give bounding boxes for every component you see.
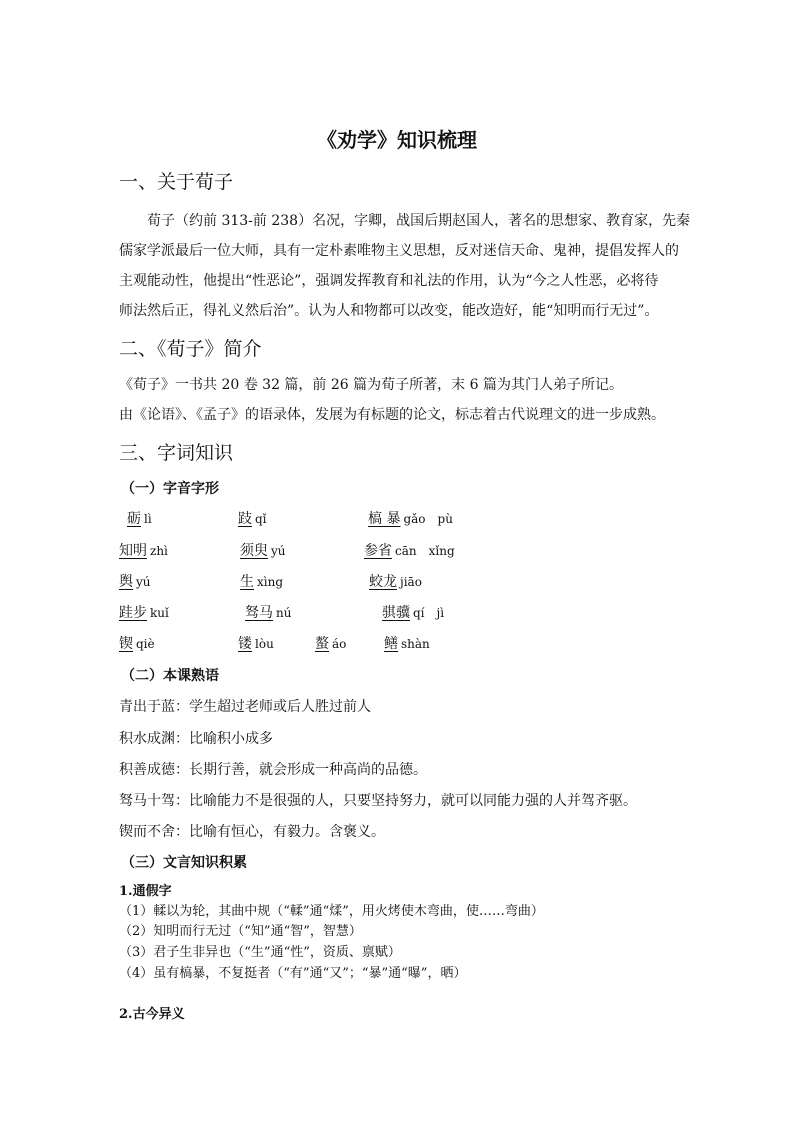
tongjia-line: （3）君子生非异也（“生”通“性”，资质、禀赋） — [119, 945, 401, 960]
idiom-line: 锲而不舍：比喻有恒心，有毅力。含褒义。 — [119, 824, 385, 840]
vocab-item: 参省 cān xǐng — [364, 543, 455, 559]
vocab-item: 砺 lì — [127, 511, 152, 527]
vocab-item: 知明 zhì — [119, 543, 168, 559]
section-1-paragraph — [119, 206, 690, 326]
subheading-pronunciation: （一）字音字形 — [121, 481, 219, 497]
idiom-line: 积水成渊：比喻积小成多 — [119, 731, 273, 747]
section-heading-xunzi-intro: 二、《荀子》简介 — [119, 338, 262, 360]
paragraph-line: 儒家学派最后一位大师，具有一定朴素唯物主义思想，反对迷信天命、鬼神，提倡发挥人的 — [119, 243, 679, 259]
vocab-item: 槁 暴 gǎo pù — [368, 511, 453, 527]
paragraph-line: 主观能动性，他提出“性恶论”，强调发挥教育和礼法的作用，认为“今之人性恶，必将待 — [119, 273, 659, 289]
vocab-item: 跂 qǐ — [238, 511, 267, 527]
vocab-item: 鳝 shàn — [384, 636, 430, 652]
subheading-idioms: （二）本课熟语 — [121, 668, 219, 684]
vocab-item: 锲 qiè — [119, 636, 155, 652]
paragraph-line: 师法然后正，得礼义然后治”。认为人和物都可以改变，能改造好，能“知明而行无过”。 — [119, 303, 659, 319]
vocab-item: 驽马 nú — [245, 605, 292, 621]
idiom-line: 驽马十驾：比喻能力不是很强的人，只要坚持努力，就可以同能力强的人并驾齐驱。 — [119, 793, 637, 809]
point-tongjia-heading: 1.通假字 — [119, 884, 172, 899]
vocab-item: 骐骥 qí jì — [382, 605, 445, 621]
paragraph-line: 荀子（约前 313-前 238）名况，字卿，战国后期赵国人，著名的思想家、教育家，先秦 — [119, 213, 691, 229]
section-2-paragraph — [119, 370, 665, 430]
tongjia-line: （2）知明而行无过（“知”通“智”，智慧） — [119, 924, 362, 939]
vocab-item: 蛟龙 jiāo — [369, 574, 422, 590]
section-heading-vocabulary: 三、字词知识 — [119, 442, 234, 464]
vocab-item: 镂 lòu — [238, 636, 274, 652]
point-gujin-yiyi-heading: 2.古今异义 — [119, 1007, 185, 1022]
vocab-item: 生 xìng — [240, 574, 284, 590]
subheading-classical-knowledge: （三）文言知识积累 — [121, 855, 247, 871]
vocab-item: 舆 yú — [119, 574, 151, 590]
tongjia-line: （1）輮以为轮，其曲中规（“輮”通“煣”，用火烤使木弯曲，使……弯曲） — [119, 904, 544, 919]
tongjia-line: （4）虽有槁暴，不复挺者（“有”通“又”；“暴”通“曝”，晒） — [119, 966, 467, 981]
idiom-line: 青出于蓝：学生超过老师或后人胜过前人 — [119, 699, 371, 715]
idiom-line: 积善成德：长期行善，就会形成一种高尚的品德。 — [119, 762, 427, 778]
vocab-item: 螯 áo — [315, 636, 347, 652]
vocab-item: 跬步 kuǐ — [119, 605, 169, 621]
section-heading-about-xunzi: 一、关于荀子 — [119, 171, 234, 193]
paragraph-line: 由《论语》、《孟子》的语录体，发展为有标题的论文，标志着古代说理文的进一步成熟。 — [119, 407, 665, 423]
paragraph-line: 《荀子》一书共 20 卷 32 篇，前 26 篇为荀子所著，末 6 篇为其门人弟子所记。 — [119, 377, 623, 393]
vocab-item: 须臾 yú — [240, 543, 286, 559]
page-title: 《劝学》知识梳理 — [317, 128, 477, 152]
